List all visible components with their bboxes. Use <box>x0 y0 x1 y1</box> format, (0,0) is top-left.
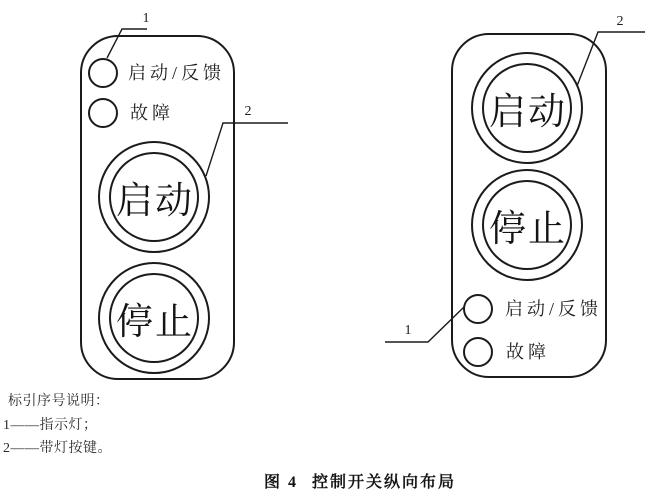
stop-button <box>98 262 210 374</box>
callout-number-left-indicator: 1 <box>142 11 150 26</box>
figure-caption-number: 图 4 <box>264 474 299 491</box>
start-button <box>98 141 210 253</box>
callout-number-right-indicator: 1 <box>404 323 412 338</box>
control-panel-left <box>80 35 235 380</box>
figure-caption-title: 控制开关纵向布局 <box>312 474 457 491</box>
stop-button-inner-ring <box>109 273 199 363</box>
start-button-label: 启动 <box>489 92 567 133</box>
indicator-lamp-start-feedback <box>463 294 493 324</box>
stop-button-label: 停止 <box>116 302 194 343</box>
start-button-inner-ring <box>482 63 572 153</box>
indicator-label-fault: 故障 <box>130 103 174 123</box>
control-panel-right <box>451 33 607 378</box>
legend-item-illuminated-button: 2——带灯按键。 <box>3 441 112 456</box>
indicator-label-fault: 故障 <box>506 342 550 362</box>
indicator-label-start-feedback: 启动/反馈 <box>128 63 226 83</box>
callout-number-left-button: 2 <box>244 104 252 119</box>
indicator-lamp-fault <box>463 337 493 367</box>
start-button-label: 启动 <box>116 181 194 222</box>
stop-button-label: 停止 <box>489 209 567 250</box>
figure-caption <box>264 469 456 492</box>
indicator-lamp-start-feedback <box>88 58 118 88</box>
legend-heading: 标引序号说明： <box>8 394 110 409</box>
indicator-lamp-fault <box>88 98 118 128</box>
callout-number-right-button: 2 <box>616 14 624 29</box>
stop-button <box>471 169 583 281</box>
indicator-label-start-feedback: 启动/反馈 <box>505 299 603 319</box>
legend-item-indicator-lamp: 1——指示灯； <box>3 418 98 433</box>
start-button <box>471 52 583 164</box>
start-button-inner-ring <box>109 152 199 242</box>
stop-button-inner-ring <box>482 180 572 270</box>
